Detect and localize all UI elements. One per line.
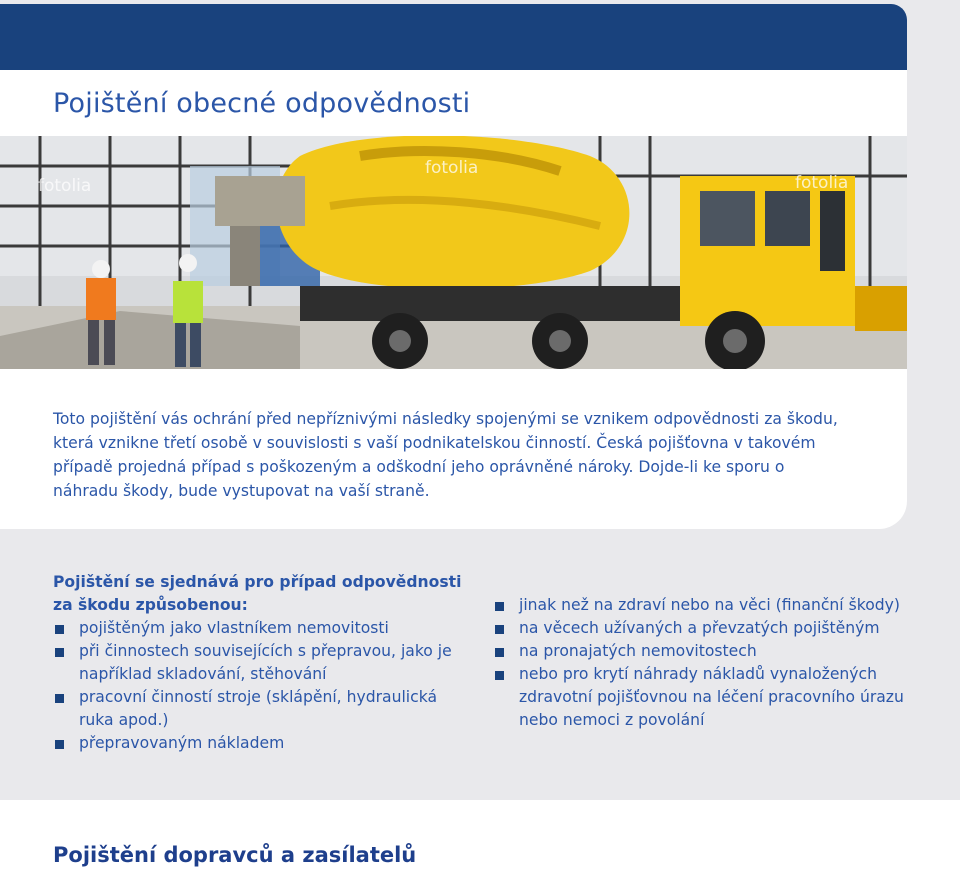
section-title: Pojištění dopravců a zasílatelů xyxy=(53,843,417,867)
content-card xyxy=(0,4,907,529)
list-item: jinak než na zdraví nebo na věci (finanční škody) xyxy=(493,594,923,617)
watermark-1: fotolia xyxy=(38,176,92,196)
coverage-heading: Pojištění se sjednává pro případ odpovědnosti za škodu způsobenou: xyxy=(53,573,462,614)
list-item: nebo pro krytí náhrady nákladů vynaložených zdravotní pojišťovnou na léčení pracovního úrazu nebo nemoci z povolání xyxy=(493,663,923,732)
list-item: při činnostech souvisejících s přepravou, jako je například skladování, stěhování xyxy=(53,640,473,686)
coverage-list-left xyxy=(53,617,473,755)
page-title: Pojištění obecné odpovědnosti xyxy=(53,88,471,119)
coverage-right-column xyxy=(493,594,923,732)
header-band xyxy=(0,4,907,70)
coverage-list-right xyxy=(493,594,923,732)
list-item: na věcech užívaných a převzatých pojištěným xyxy=(493,617,923,640)
list-item: na pronajatých nemovitostech xyxy=(493,640,923,663)
coverage-left-column xyxy=(53,571,473,755)
intro-paragraph: Toto pojištění vás ochrání před nepříznivými následky spojenými se vznikem odpovědnosti za škodu, která vznikne třetí osobě v souvislosti s vaší podnikatelskou činností. Česká pojišťovna v takovém případě projedná případ s poškozeným a odškodní jeho oprávněné nároky. Dojde-li ke sporu o náhradu škody, bude vystupovat na vaší straně. xyxy=(53,410,838,500)
next-section xyxy=(0,800,960,871)
list-item: přepravovaným nákladem xyxy=(53,732,473,755)
watermark-2: fotolia xyxy=(425,158,479,178)
list-item: pracovní činností stroje (sklápění, hydraulická ruka apod.) xyxy=(53,686,473,732)
list-item: pojištěným jako vlastníkem nemovitosti xyxy=(53,617,473,640)
watermark-3: fotolia xyxy=(795,173,849,193)
concrete-mixer-photo xyxy=(0,136,907,369)
